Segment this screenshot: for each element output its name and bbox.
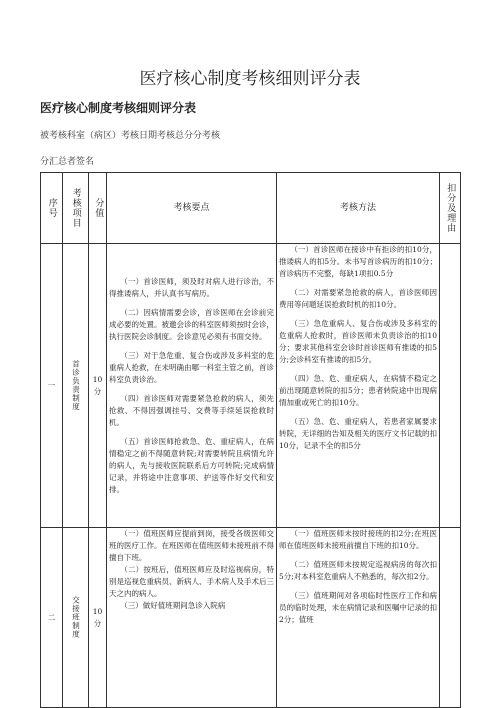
point-text: （一）值班医师应提前到岗，接受各级医师交班的医疗工作。在班医师在值班医师未接班前不得擅自下班。 <box>109 529 274 562</box>
header-method: 考核方法 <box>277 173 440 244</box>
header-points: 考核要点 <box>107 173 277 244</box>
row-deduct <box>440 244 461 528</box>
method-text: （五）急、危、重症病人，若患者家属要求转院，无详细的告知及相关的医疗文书记载的扣10分，记录不全的扣5分 <box>279 417 437 450</box>
method-text: （一）值班医师未按时接班的扣2分;在班医师在值班医师未接班前擅自下班的扣10分。 <box>279 529 437 550</box>
row-deduct <box>440 528 461 708</box>
document-title: 医疗核心制度考核细则评分表 <box>139 69 361 89</box>
row-seq: 二 <box>41 528 63 708</box>
point-text: （一）首诊医师，须及时对病人进行诊治，不得推诿病人，并认真书写病历。 <box>109 276 274 298</box>
method-text: （四）急、危、重症病人，在病情不稳定之前出现随意转院的扣5分；患者转院途中出现病情加重或死亡的扣10分。 <box>279 374 437 407</box>
point-text: （三）做好值班期间急诊入院病 <box>120 601 226 610</box>
table-row <box>41 528 461 708</box>
table-header-row <box>41 173 461 244</box>
evaluation-table <box>40 172 461 708</box>
point-text: （二）按班后，值班医师应及时巡视病房，特别是巡视危重病员、新病人、手术病人及手术后三天之内的病人。 <box>109 565 274 598</box>
row-points <box>107 528 277 708</box>
row-item: 首诊负责制度 <box>63 244 89 528</box>
point-text: （二）因病情需要会诊，首诊医师在会诊前完成必要的处置。被邀会诊的科室医师须按时会诊，执行医院会诊制度。会诊意见必须有书面交待。 <box>109 307 274 341</box>
method-text: （二）对需要紧急抢救的病人，首诊医师因费用等问题延误抢救时机的扣10分。 <box>279 288 437 309</box>
point-text: （五）首诊医师抢救急、危、重症病人，在病情稳定之前不得随意转院;对需要转院且病情允许的病人，先与接收医院联系后方可转院;完成病情记录，并将途中注意事项、护送等作好交代和安排。 <box>109 436 274 494</box>
row-method <box>277 244 440 528</box>
method-text: （一）首诊医师在接诊中有拒诊的扣10分，推诿病人的扣5分。未书写首诊病历的扣10分；首诊病历不完整，每缺1项扣0.5分 <box>279 245 437 278</box>
row-item: 交接班制度 <box>63 528 89 708</box>
point-text: （三）对于急危重、复合伤或涉及多科室的危重病人抢救，在未明确由哪一科室主管之前，首诊科室负责诊治。 <box>109 350 274 384</box>
method-text: （三）值班期间对各项临时性医疗工作和病员的临时处理，未在病情记录和医嘱中记录的扣2分；值班 <box>279 591 437 624</box>
point-text: （四）首诊医师对需要紧急抢救的病人，须先抢救、不得因强调挂号、交费等手续延误抢救时机。 <box>109 393 274 427</box>
header-item: 考核项目 <box>63 173 89 244</box>
row-score: 10分 <box>89 244 107 528</box>
row-score: 10分 <box>89 528 107 708</box>
table-row <box>41 244 461 528</box>
row-seq: 一 <box>41 244 63 528</box>
method-text: （二）值班医师未按规定巡视病房的每次扣5分;对本科室危重病人不熟悉的，每次扣2分。 <box>279 560 437 581</box>
header-deduct: 扣分及理由 <box>440 173 461 244</box>
method-text: （三）急危重病人、复合伤或涉及多科室的危重病人抢救时，首诊医师未负责诊治的扣10分；要求其他科室会诊时首诊医师有推诿的扣5分;会诊科室有推诿的扣5分。 <box>279 319 437 364</box>
meta-line-department: 被考核科室（病区）考核日期考核总分分考核 <box>40 131 221 141</box>
meta-line-signature: 分汇总者签名 <box>40 157 95 167</box>
row-method <box>277 528 440 708</box>
header-score: 分值 <box>89 173 107 244</box>
row-points <box>107 244 277 528</box>
header-seq: 序号 <box>41 173 63 244</box>
document-subtitle: 医疗核心制度考核细则评分表 <box>40 101 197 115</box>
